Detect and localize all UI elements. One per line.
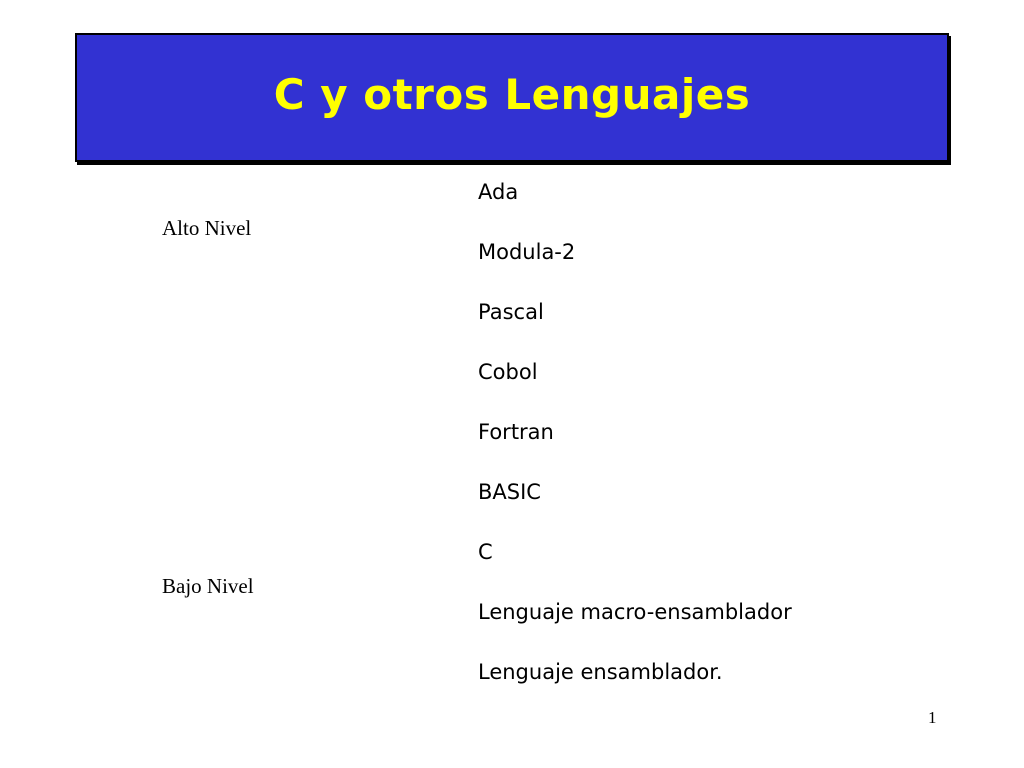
level-label-low: Bajo Nivel (162, 574, 254, 598)
language-item: Lenguaje ensamblador. (478, 660, 723, 684)
language-item: Ada (478, 180, 519, 204)
page-number: 1 (928, 708, 937, 727)
language-item: Pascal (478, 300, 544, 324)
level-label-high: Alto Nivel (162, 216, 252, 240)
language-list (478, 172, 792, 712)
language-item: Fortran (478, 420, 554, 444)
language-item: Lenguaje macro-ensamblador (478, 600, 792, 624)
title-banner (75, 33, 949, 162)
language-item: BASIC (478, 480, 541, 504)
language-item: Modula-2 (478, 240, 576, 264)
slide-title: C y otros Lenguajes (273, 70, 751, 119)
language-item: Cobol (478, 360, 538, 384)
language-item: C (478, 540, 493, 564)
